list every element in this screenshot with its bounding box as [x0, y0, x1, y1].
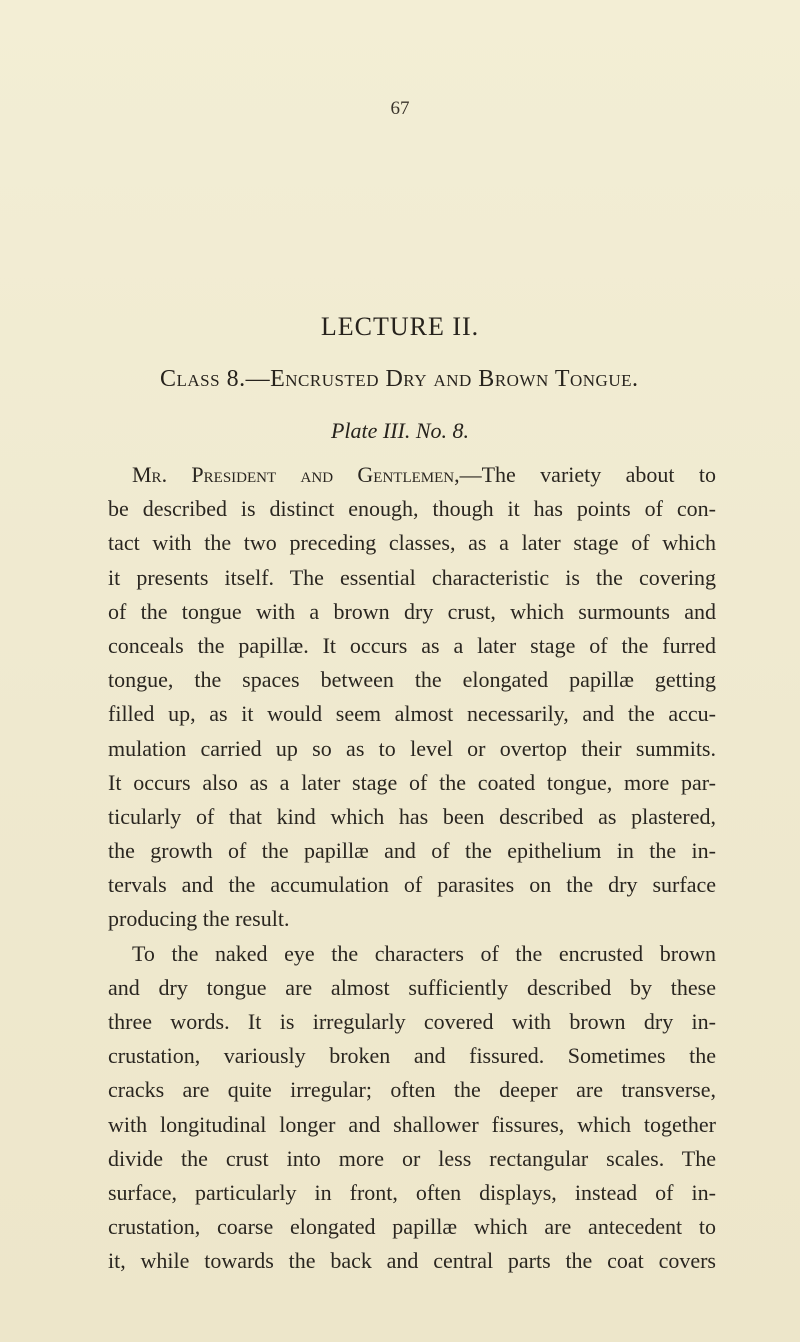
text-line: cracks are quite irregular; often the deeper are transverse,	[108, 1077, 716, 1103]
text-line: crustation, coarse elongated papillæ which are antecedent to	[108, 1214, 716, 1240]
text-line: mulation carried up so as to level or overtop their summits.	[108, 735, 716, 761]
text-line: be described is distinct enough, though it has points of con-	[108, 496, 716, 522]
text-line: crustation, variously broken and fissured. Sometimes the	[108, 1043, 716, 1069]
body-text	[108, 458, 716, 1279]
salutation: Mr. President and Gentlemen,	[132, 462, 460, 487]
text-line: filled up, as it would seem almost necessarily, and the accu-	[108, 701, 716, 727]
text-line: three words. It is irregularly covered with brown dry in-	[108, 1009, 716, 1034]
text-line: with longitudinal longer and shallower fissures, which together	[108, 1111, 716, 1137]
plate-reference: Plate III. No. 8.	[330, 418, 470, 443]
text-line-content: —The variety about to	[459, 462, 716, 487]
text-line: To the naked eye the characters of the encrusted brown	[132, 940, 716, 966]
lecture-title: LECTURE II.	[320, 312, 480, 341]
text-line: and dry tongue are almost sufficiently described by these	[108, 974, 716, 1000]
text-line: it, while towards the back and central parts the coat covers	[108, 1248, 716, 1274]
text-line: tervals and the accumulation of parasites on the dry surface	[108, 872, 716, 898]
text-line: divide the crust into more or less rectangular scales. The	[108, 1145, 716, 1171]
text-line: surface, particularly in front, often displays, instead of in-	[108, 1179, 716, 1205]
text-line: tongue, the spaces between the elongated papillæ getting	[108, 667, 716, 693]
text-line: it presents itself. The essential characteristic is the covering	[108, 564, 716, 590]
page-number: 67	[390, 98, 410, 119]
text-line: the growth of the papillæ and of the epithelium in the in-	[108, 838, 716, 864]
text-line: conceals the papillæ. It occurs as a later stage of the furred	[108, 632, 716, 658]
text-line: It occurs also as a later stage of the coated tongue, more par-	[108, 769, 716, 795]
class-heading: Class 8.—Encrusted Dry and Brown Tongue.	[160, 366, 639, 392]
text-line: tact with the two preceding classes, as a later stage of which	[108, 530, 716, 556]
text-line	[108, 458, 716, 492]
text-line: producing the result.	[108, 906, 290, 932]
text-line: ticularly of that kind which has been described as plastered,	[108, 803, 716, 829]
text-line: of the tongue with a brown dry crust, which surmounts and	[108, 598, 716, 624]
